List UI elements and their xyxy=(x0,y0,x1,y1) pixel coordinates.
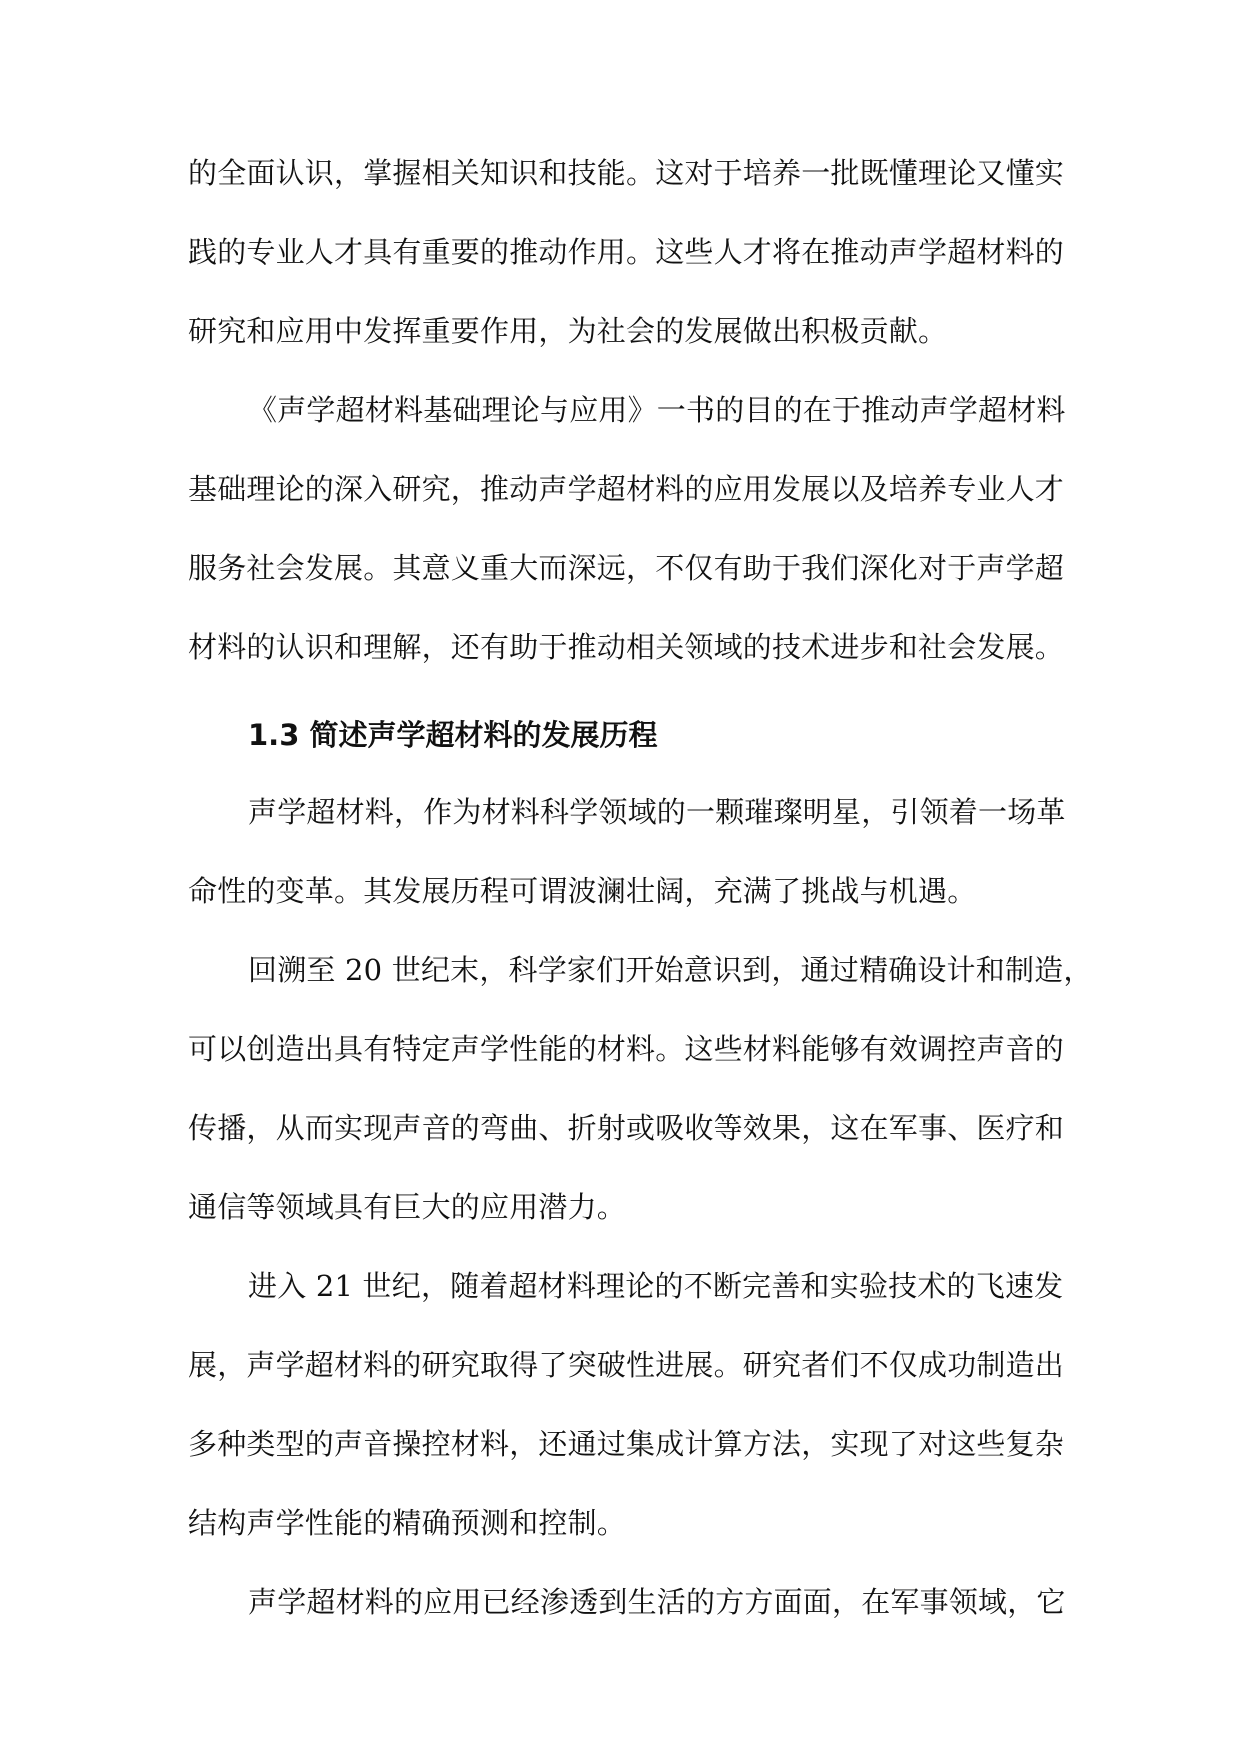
paragraph-line: 展，声学超材料的研究取得了突破性进展。研究者们不仅成功制造出 xyxy=(188,1348,1065,1382)
paragraph-line: 《声学超材料基础理论与应用》一书的目的在于推动声学超材料 xyxy=(248,393,1066,427)
paragraph-line: 传播，从而实现声音的弯曲、折射或吸收等效果，这在军事、医疗和 xyxy=(188,1111,1065,1145)
section-heading: 1.3 简述声学超材料的发展历程 xyxy=(248,718,658,752)
paragraph-line: 通信等领域具有巨大的应用潜力。 xyxy=(188,1190,627,1224)
paragraph-line: 声学超材料的应用已经渗透到生活的方方面面，在军事领域，它 xyxy=(248,1585,1066,1619)
paragraph-line: 的全面认识，掌握相关知识和技能。这对于培养一批既懂理论又懂实 xyxy=(188,156,1065,190)
paragraph-line: 研究和应用中发挥重要作用，为社会的发展做出积极贡献。 xyxy=(188,314,948,348)
paragraph-line: 践的专业人才具有重要的推动作用。这些人才将在推动声学超材料的 xyxy=(188,235,1065,269)
paragraph-line: 可以创造出具有特定声学性能的材料。这些材料能够有效调控声音的 xyxy=(188,1032,1065,1066)
paragraph-line: 命性的变革。其发展历程可谓波澜壮阔，充满了挑战与机遇。 xyxy=(188,874,977,908)
paragraph-line: 声学超材料，作为材料科学领域的一颗璀璨明星，引领着一场革 xyxy=(248,795,1066,829)
paragraph-line: 材料的认识和理解，还有助于推动相关领域的技术进步和社会发展。 xyxy=(188,630,1065,664)
paragraph-line: 服务社会发展。其意义重大而深远，不仅有助于我们深化对于声学超 xyxy=(188,551,1065,585)
paragraph-line: 进入 21 世纪，随着超材料理论的不断完善和实验技术的飞速发 xyxy=(248,1269,1064,1303)
paragraph-line: 回溯至 20 世纪末，科学家们开始意识到，通过精确设计和制造， xyxy=(248,953,1093,987)
paragraph-line: 结构声学性能的精确预测和控制。 xyxy=(188,1506,627,1540)
paragraph-line: 基础理论的深入研究，推动声学超材料的应用发展以及培养专业人才 xyxy=(188,472,1065,506)
paragraph-line: 多种类型的声音操控材料，还通过集成计算方法，实现了对这些复杂 xyxy=(188,1427,1065,1461)
